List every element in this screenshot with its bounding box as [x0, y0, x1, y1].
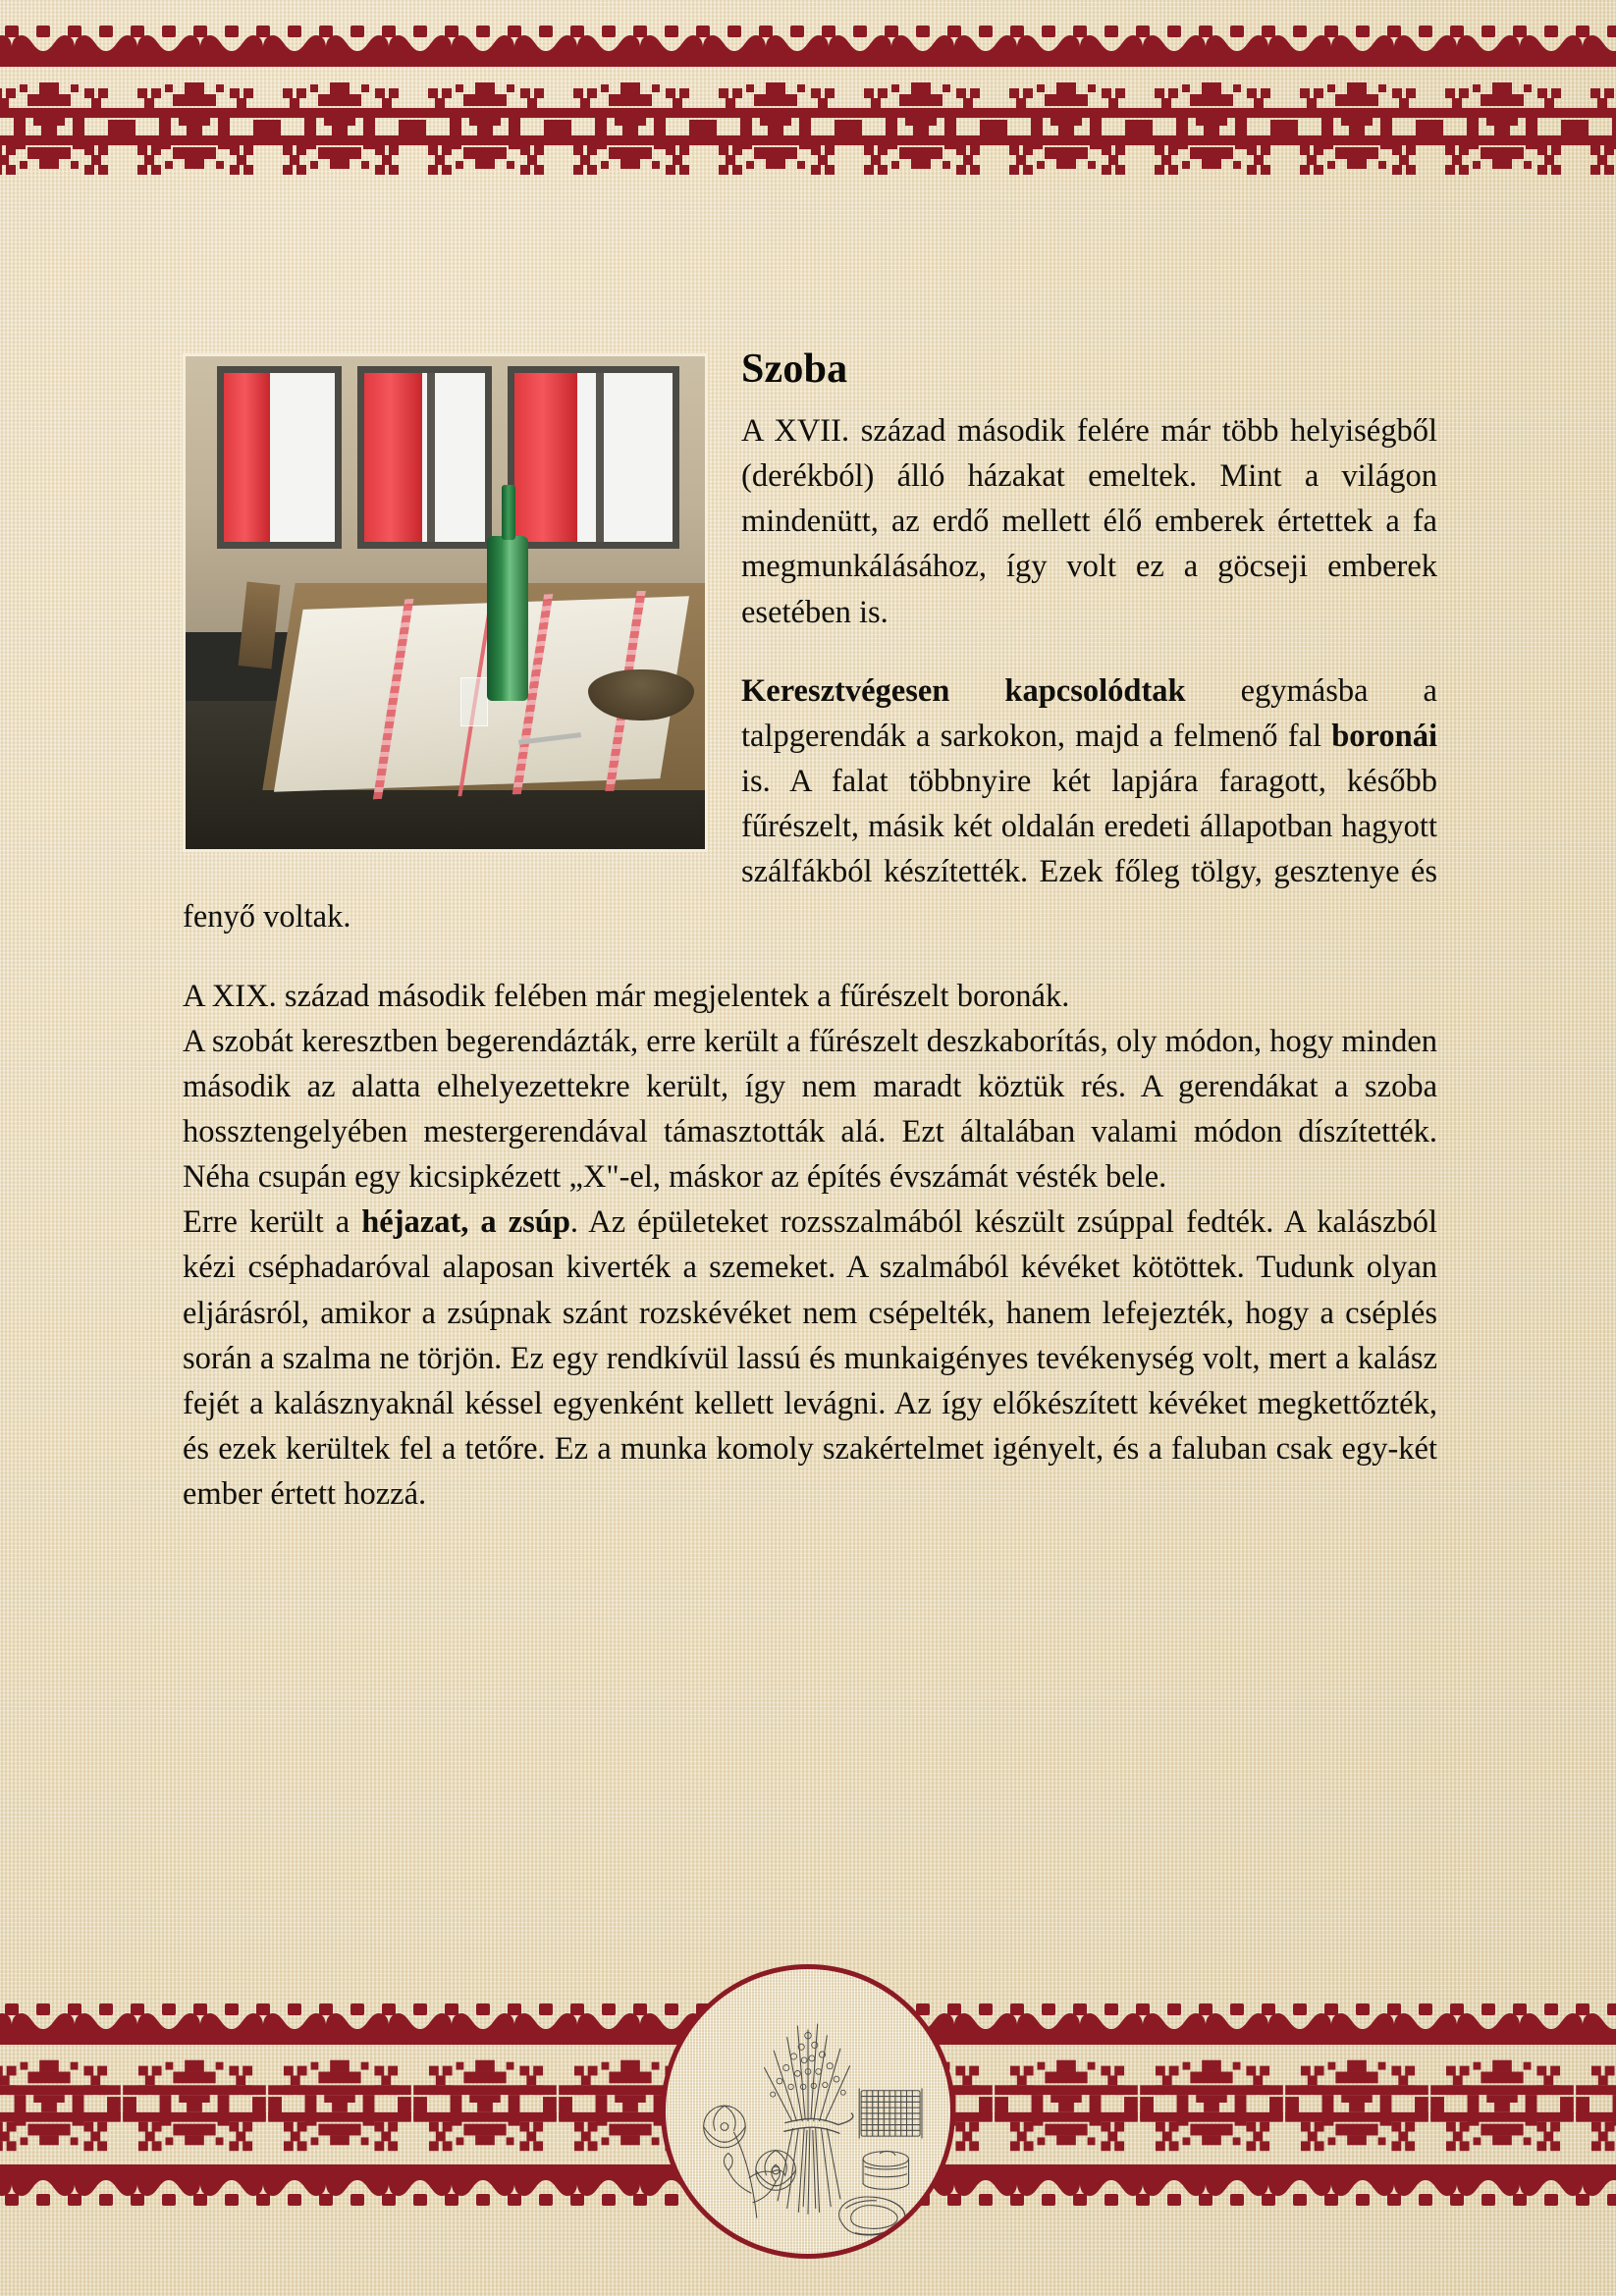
photo-drinking-glass	[460, 677, 488, 726]
paragraph-beams-text-a: egymásba a talpgerendák a sarkokon, majd a felmenő fal	[741, 672, 1437, 754]
photo-chair	[239, 581, 281, 668]
sheaf-stalks	[778, 2128, 840, 2214]
paragraph-intro: A XVII. század második felére már több helyiségből (derékból) álló házakat emeltek. Mint a világon mindenütt, az erdő mellett élő emberek értettek a fa megmunkálásához, így volt ez a göcseji emberek esetében is.	[741, 413, 1437, 630]
paragraph-thatch-text-b: . Az épületeket rozsszalmából készült zsúppal fedték. A kalászból kézi cséphadaróval alaposan kiverték a szemeket. A szalmából kévéket kötöttek. Tudunk olyan eljárásról, amikor a zsúpnak szánt rozskévéket nem csépelték, hanem lefejezték, hogy a cséplés során a szalma ne törjön. Ez egy rendkívül lassú és munkaigényes tevékenység volt, mert a kalász fejét a kalásznyaknál késsel egyenként kellett levágni. Az így előkészített kévéket megkettőzték, és ezek kerültek fel a tetőre. Ez a munka komoly szakértelmet igényelt, és a faluban csak egy-két ember értett hozzá.	[183, 1204, 1438, 1513]
article-body	[183, 346, 1437, 1517]
paragraph-ceiling: A szobát keresztben begerendázták, erre került a fűrészelt deszkaborítás, oly módon, hogy minden második az alatta elhelyezettekre került, így nem maradt köztük rés. A gerendákat a szoba hossztengelyében mestergerendával támasztották alá. Ezt általában valami módon díszítették. Néha csupán egy kicsipkézett „X"-el, máskor az építés évszámát vésték bele.	[183, 1023, 1437, 1196]
border-motif-field-top	[0, 65, 1616, 187]
yarn-skein	[839, 2197, 905, 2235]
room-interior-photo	[183, 353, 708, 852]
photo-cloth-stripe	[372, 599, 413, 799]
photo-window-mullion	[427, 373, 435, 542]
top-decorative-border	[0, 0, 1616, 196]
paragraph-thatch-text-a: Erre került a	[183, 1204, 362, 1241]
photo-window-left	[217, 366, 342, 549]
flax-sheaf-medallion	[661, 1964, 955, 2259]
paragraph-thatch	[183, 1200, 1437, 1517]
border-wave-top	[0, 22, 1616, 67]
flax-flower-sprig	[704, 2106, 796, 2217]
photo-window-right	[508, 366, 679, 549]
paragraph-thatch-bold-inline: héjazat, a zsúp	[361, 1204, 570, 1241]
paragraph-beams-text-b: is. A falat többnyire két lapjára faragott, később fűrészelt, másik két oldalán eredeti állapotban hagyott szálfákból készítették. Ezek főleg tölgy, gesztenye és fenyő voltak.	[183, 763, 1437, 935]
photo-green-bottle	[487, 536, 528, 701]
photo-window-mullion-right	[596, 373, 604, 542]
photo-curtain-left	[224, 373, 270, 542]
linen-swatch	[859, 2089, 922, 2138]
paragraph-sawn-logs: A XIX. század második felében már megjelentek a fűrészelt boronák.	[183, 978, 1070, 1014]
flax-blossom-upper	[704, 2106, 746, 2148]
photo-curtain-middle	[364, 373, 422, 542]
photo-window-middle	[357, 366, 493, 549]
photo-curtain-right	[514, 373, 577, 542]
paragraph-beams-bold-inline: boronái	[1331, 718, 1437, 754]
page-title: Szoba	[741, 347, 848, 392]
thread-spool	[863, 2151, 908, 2189]
flax-bud	[724, 2154, 784, 2182]
paragraph-beams-bold-lead: Keresztvégesen kapcsolódtak	[741, 672, 1186, 709]
